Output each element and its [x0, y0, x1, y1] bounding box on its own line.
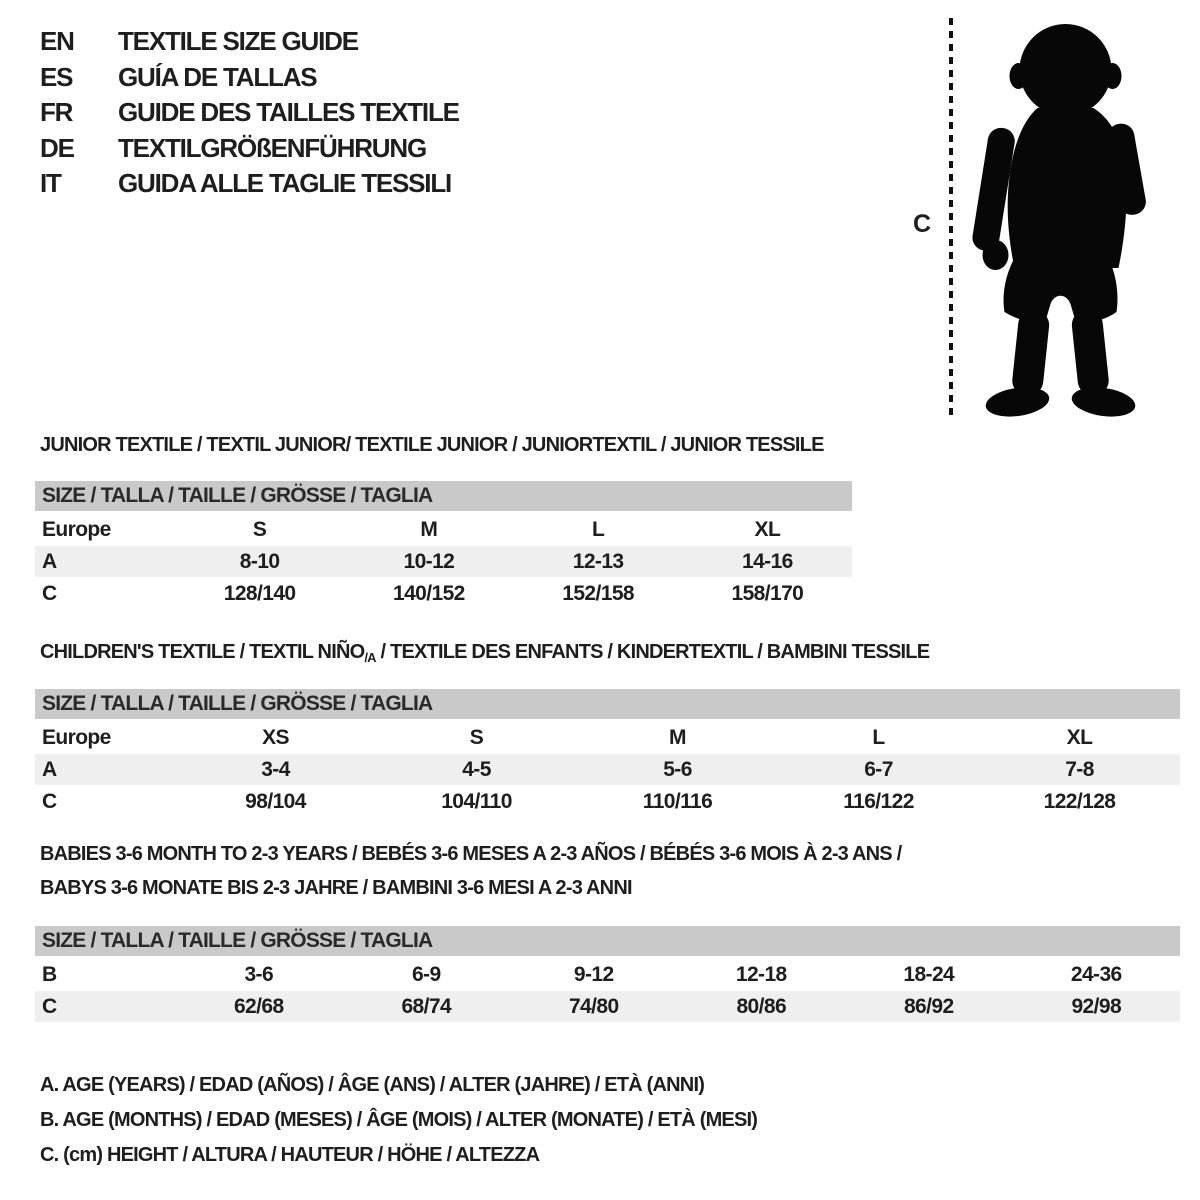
lang-title: GUIDE DES TAILLES TEXTILE	[118, 97, 459, 128]
row-label: C	[42, 581, 57, 605]
table-cell: 3-6	[244, 962, 274, 986]
table-cell: 8-10	[239, 549, 280, 573]
table-row-height	[35, 991, 1180, 1022]
table-cell: 12-13	[572, 549, 624, 573]
table-cell: 110/116	[642, 789, 713, 813]
row-label: Europe	[42, 725, 111, 749]
toddler-silhouette-icon	[963, 12, 1158, 422]
table-cell: 98/104	[245, 789, 306, 813]
table-cell: 140/152	[393, 581, 465, 605]
table-row-age	[35, 546, 852, 577]
row-label: Europe	[42, 517, 111, 541]
footnote-a: A. AGE (YEARS) / EDAD (AÑOS) / ÂGE (ANS) / ALTER (JAHRE) / ETÀ (ANNI)	[40, 1074, 705, 1096]
footnote-c: C. (cm) HEIGHT / ALTURA / HAUTEUR / HÖHE / ALTEZZA	[40, 1144, 540, 1166]
junior-size-table	[35, 481, 852, 610]
table-cell: 3-4	[261, 757, 290, 781]
table-cell: 18-24	[903, 962, 955, 986]
junior-section-title: JUNIOR TEXTILE / TEXTIL JUNIOR/ TEXTILE JUNIOR / JUNIORTEXTIL / JUNIOR TESSILE	[40, 434, 824, 456]
lang-row-es	[40, 60, 459, 96]
table-cell: 152/158	[562, 581, 634, 605]
table-header-row	[35, 514, 852, 545]
children-size-table	[35, 689, 1180, 818]
lang-title: GUÍA DE TALLAS	[118, 61, 317, 92]
table-row-age	[35, 754, 1180, 785]
table-cell: M	[669, 725, 686, 749]
table-cell: 128/140	[223, 581, 296, 605]
table-cell: L	[872, 725, 885, 749]
table-cell: 122/128	[1043, 789, 1116, 813]
table-cell: 4-5	[462, 757, 491, 781]
lang-row-de	[40, 131, 459, 167]
lang-code: EN	[40, 26, 74, 57]
babies-size-table	[35, 926, 1180, 1023]
table-cell: XL	[754, 517, 781, 541]
footnotes	[40, 1068, 757, 1173]
table-cell: 12-18	[735, 962, 787, 986]
babies-section-title-line1: BABIES 3-6 MONTH TO 2-3 YEARS / BEBÉS 3-6 MESES A 2-3 AÑOS / BÉBÉS 3-6 MOIS À 2-3 ANS /	[40, 843, 902, 865]
table-cell: 6-7	[864, 757, 893, 781]
lang-code: FR	[40, 97, 73, 128]
table-cell: 80/86	[736, 994, 787, 1018]
row-label: A	[42, 549, 57, 573]
table-cell: 24-36	[1070, 962, 1122, 986]
language-header	[40, 24, 459, 202]
table-cell: 158/170	[731, 581, 804, 605]
table-cell: M	[420, 517, 438, 541]
table-row-height	[35, 786, 1180, 817]
children-title-suffix: / TEXTILE DES ENFANTS / KINDERTEXTIL / BAMBINI TESSILE	[375, 641, 930, 663]
measure-label-c: C	[913, 210, 931, 238]
lang-code: DE	[40, 132, 74, 163]
table-row-height	[35, 578, 852, 609]
table-cell: 68/74	[401, 994, 452, 1018]
table-cell: 116/122	[843, 789, 914, 813]
lang-row-fr	[40, 95, 459, 131]
table-cell: 92/98	[1071, 994, 1122, 1018]
table-cell: 10-12	[403, 549, 455, 573]
table-cell: 6-9	[411, 962, 441, 986]
row-label: C	[42, 789, 57, 813]
table-cell: 7-8	[1065, 757, 1094, 781]
size-header-bar: SIZE / TALLA / TAILLE / GRÖSSE / TAGLIA	[35, 926, 1180, 956]
row-label: C	[42, 994, 57, 1018]
table-header-row	[35, 722, 1180, 753]
size-header-bar: SIZE / TALLA / TAILLE / GRÖSSE / TAGLIA	[35, 689, 1180, 719]
babies-section-title-line2: BABYS 3-6 MONATE BIS 2-3 JAHRE / BAMBINI 3-6 MESI A 2-3 ANNI	[40, 877, 632, 899]
lang-title: TEXTILGRÖßENFÜHRUNG	[118, 132, 426, 163]
table-cell: 74/80	[568, 994, 619, 1018]
height-figure	[905, 10, 1165, 425]
lang-title: GUIDA ALLE TAGLIE TESSILI	[118, 168, 452, 199]
children-title-sub: /A	[364, 650, 376, 665]
row-label: B	[42, 962, 57, 986]
lang-code: ES	[40, 61, 73, 92]
children-section-title	[40, 641, 929, 665]
table-row-months	[35, 959, 1180, 990]
row-label: A	[42, 757, 57, 781]
table-cell: 104/110	[441, 789, 512, 813]
lang-row-it	[40, 166, 459, 202]
lang-row-en	[40, 24, 459, 60]
table-cell: S	[252, 517, 267, 541]
size-header-bar: SIZE / TALLA / TAILLE / GRÖSSE / TAGLIA	[35, 481, 852, 511]
lang-title: TEXTILE SIZE GUIDE	[118, 26, 358, 57]
lang-code: IT	[40, 168, 61, 199]
table-cell: XL	[1066, 725, 1093, 749]
table-cell: 86/92	[903, 994, 954, 1018]
table-cell: XS	[262, 725, 289, 749]
children-title-prefix: CHILDREN'S TEXTILE / TEXTIL NIÑO	[40, 641, 365, 663]
dashed-measure-line	[949, 18, 953, 416]
table-cell: L	[592, 517, 605, 541]
table-cell: 62/68	[233, 994, 284, 1018]
footnote-b: B. AGE (MONTHS) / EDAD (MESES) / ÂGE (MOIS) / ALTER (MONATE) / ETÀ (MESI)	[40, 1109, 758, 1131]
table-cell: 5-6	[663, 757, 692, 781]
table-cell: S	[469, 725, 484, 749]
table-cell: 14-16	[742, 549, 793, 573]
table-cell: 9-12	[573, 962, 614, 986]
